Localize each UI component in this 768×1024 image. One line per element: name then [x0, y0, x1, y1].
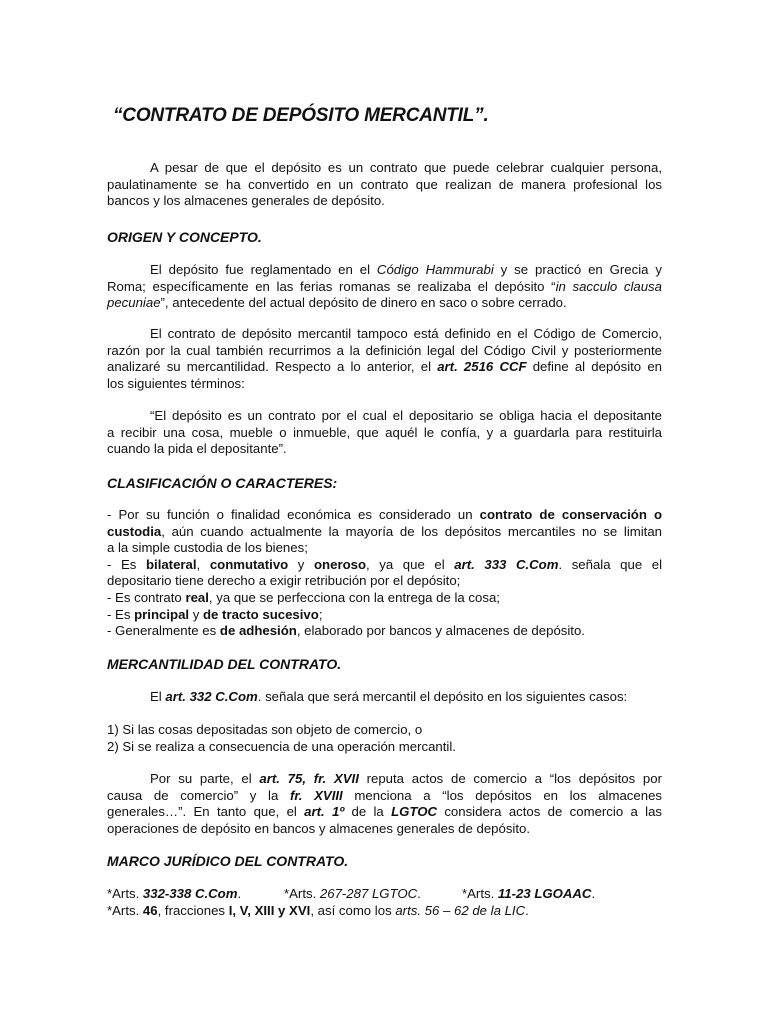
text-run: causa de comercio” y la	[107, 787, 290, 803]
text-run: , ya que el	[366, 556, 455, 572]
intro-line-3: bancos y los almacenes generales de depósito.	[107, 193, 385, 209]
mercantilidad-p2-line-2	[107, 788, 662, 805]
article-ref: art. 332 C.Com	[165, 689, 258, 704]
text-run: Por su parte, el	[150, 771, 260, 786]
text-run: El depósito fue reglamentado en el	[150, 262, 377, 277]
article-ref: art. 75, fr. XVII	[259, 771, 359, 786]
heading-origen: ORIGEN Y CONCEPTO.	[107, 229, 262, 245]
text-run: y se practicó en Grecia y	[493, 262, 663, 277]
article-ref: art. 2516 CCF	[437, 359, 527, 375]
clasificacion-item-2-line-1	[107, 557, 662, 574]
text-run: *Arts.	[107, 902, 143, 918]
origen-paragraph-3	[107, 408, 662, 458]
text-run: y	[189, 606, 203, 622]
clasificacion-item-4	[107, 607, 662, 624]
bold-term: real	[185, 589, 209, 605]
marco-ref-lgoaac	[462, 886, 595, 901]
origen-paragraph-2	[107, 326, 662, 392]
text-run: , aún cuando actualmente la mayoría de los depósitos mercantiles no se limitan	[161, 523, 662, 539]
text-run: .	[525, 902, 529, 918]
origen-p3-line-1: “El depósito es un contrato por el cual el depositario se obliga hacia el depositante	[150, 408, 662, 423]
article-ref: 332-338 C.Com	[142, 886, 238, 901]
text-run: generales…”. En tanto que, el	[107, 804, 305, 820]
clasificacion-item-2-line-2: depositario tiene derecho a exigir retribución por el depósito;	[107, 573, 461, 589]
mercantilidad-cases	[107, 722, 662, 755]
mercantilidad-p2-line-4: operaciones de depósito en bancos y almacenes generales de depósito.	[107, 820, 531, 836]
text-run: menciona a “los depósitos en los almacenes	[342, 787, 662, 803]
origen-p2-line-4: los siguientes términos:	[107, 375, 245, 391]
article-ref: 267-287 LGTOC	[319, 886, 418, 901]
text-run: . señala que el	[558, 556, 663, 572]
law-ref: LGTOC	[391, 804, 437, 820]
heading-mercantilidad: MERCANTILIDAD DEL CONTRATO.	[107, 656, 342, 672]
text-run: . señala que será mercantil el depósito en los siguientes casos:	[257, 689, 628, 704]
origen-p1-line-1	[107, 262, 662, 279]
clasificacion-item-1-line-2	[107, 524, 662, 541]
text-run: , fracciones	[157, 902, 229, 918]
bold-term: de tracto sucesivo	[203, 606, 319, 622]
text-run: define al depósito en	[526, 359, 662, 375]
text-run: , ya que se perfecciona con la entrega de la cosa;	[208, 589, 500, 605]
text-run: analizaré su mercantilidad. Respecto a lo anterior, el	[107, 359, 438, 375]
code-hammurabi-ref: Código Hammurabi	[376, 262, 494, 277]
mercantilidad-case-1: 1) Si las cosas depositadas son objeto de comercio, o	[107, 722, 423, 737]
clasificacion-list	[107, 507, 662, 640]
origen-p2-line-3	[107, 359, 662, 376]
mercantilidad-paragraph-1	[107, 689, 662, 706]
clasificacion-item-3	[107, 590, 662, 607]
article-ref: fr. XVIII	[290, 787, 343, 803]
text-run: - Es contrato	[107, 589, 186, 605]
intro-line-1: A pesar de que el depósito es un contrato que puede celebrar cualquier persona,	[150, 160, 662, 175]
text-run: - Es	[107, 606, 135, 622]
clasificacion-item-5	[107, 623, 662, 640]
bold-term: I, V, XIII y XVI	[228, 902, 311, 918]
text-run: de la	[344, 804, 392, 820]
text-run: , elaborado por bancos y almacenes de depósito.	[296, 623, 585, 639]
text-run: .	[591, 886, 596, 901]
text-run: y	[288, 556, 314, 572]
origen-p2-line-1: El contrato de depósito mercantil tampoco está definido en el Código de Comercio,	[150, 326, 662, 341]
text-run: ,	[196, 556, 210, 572]
article-ref: art. 1º	[304, 804, 345, 820]
text-run: *Arts.	[284, 886, 320, 901]
mercantilidad-p2-line-1	[107, 771, 662, 788]
clasificacion-item-1-line-1	[107, 507, 662, 524]
article-ref: 11-23 LGOAAC	[497, 886, 592, 901]
text-run: - Por su función o finalidad económica es considerado un	[107, 507, 480, 522]
article-ref: arts. 56 – 62 de la LIC	[395, 902, 526, 918]
marco-line-2	[107, 903, 662, 920]
text-run: reputa actos de comercio a “los depósitos por	[358, 771, 662, 786]
bold-term: conmutativo	[209, 556, 289, 572]
marco-list	[107, 886, 662, 919]
heading-clasificacion: CLASIFICACIÓN O CARACTERES:	[107, 475, 338, 491]
text-run: .	[237, 886, 242, 901]
origen-p3-line-3: cuando la pida el depositante”.	[107, 441, 287, 457]
text-run: - Generalmente es	[107, 623, 220, 639]
article-ref: art. 333 C.Com	[454, 556, 559, 572]
text-run: ”, antecedente del actual depósito de dinero en saco o sobre cerrado.	[160, 295, 567, 311]
bold-term: oneroso	[314, 556, 367, 572]
mercantilidad-case-2: 2) Si se realiza a consecuencia de una operación mercantil.	[107, 738, 456, 754]
intro-paragraph	[107, 160, 662, 210]
heading-marco: MARCO JURÍDICO DEL CONTRATO.	[107, 853, 349, 869]
origen-p1-line-2	[107, 279, 662, 296]
marco-line-1	[107, 886, 662, 903]
text-run: Roma; específicamente en las ferias romanas se realizaba el depósito “	[107, 278, 556, 294]
marco-ref-lgtoc	[284, 886, 462, 903]
bold-term: custodia	[107, 523, 162, 539]
marco-ref-ccom	[107, 886, 284, 903]
mercantilidad-paragraph-2	[107, 771, 662, 837]
bold-term: contrato de conservación o	[479, 507, 662, 522]
bold-term: principal	[134, 606, 190, 622]
text-run: El	[150, 689, 166, 704]
text-run: ;	[318, 606, 323, 622]
text-run: *Arts.	[462, 886, 498, 901]
latin-term: pecuniae	[107, 295, 161, 311]
document-title: “CONTRATO DE DEPÓSITO MERCANTIL”.	[113, 105, 489, 126]
bold-term: 46	[142, 902, 158, 918]
text-run: , así como los	[310, 902, 396, 918]
intro-line-2: paulatinamente se ha convertido en un contrato que realizan de manera profesional los	[107, 176, 662, 192]
origen-p2-line-2: razón por la cual también recurrimos a la definición legal del Código Civil y posteriormente	[107, 342, 662, 358]
mercantilidad-p2-line-3	[107, 804, 662, 821]
latin-term: in sacculo clausa	[555, 278, 662, 294]
bold-term: bilateral	[145, 556, 197, 572]
text-run: .	[417, 886, 421, 901]
mercantilidad-p1-line	[107, 689, 662, 706]
clasificacion-item-1-line-3: a la simple custodia de los bienes;	[107, 540, 308, 556]
text-run: *Arts.	[107, 886, 143, 901]
origen-p3-line-2: a recibir una cosa, mueble o inmueble, que aquél le confía, y a guardarla para restituirla	[107, 424, 662, 440]
bold-term: de adhesión	[219, 623, 297, 639]
origen-paragraph-1	[107, 262, 662, 312]
origen-p1-line-3	[107, 295, 662, 312]
text-run: - Es	[107, 556, 146, 572]
text-run: considera actos de comercio a las	[437, 804, 662, 820]
